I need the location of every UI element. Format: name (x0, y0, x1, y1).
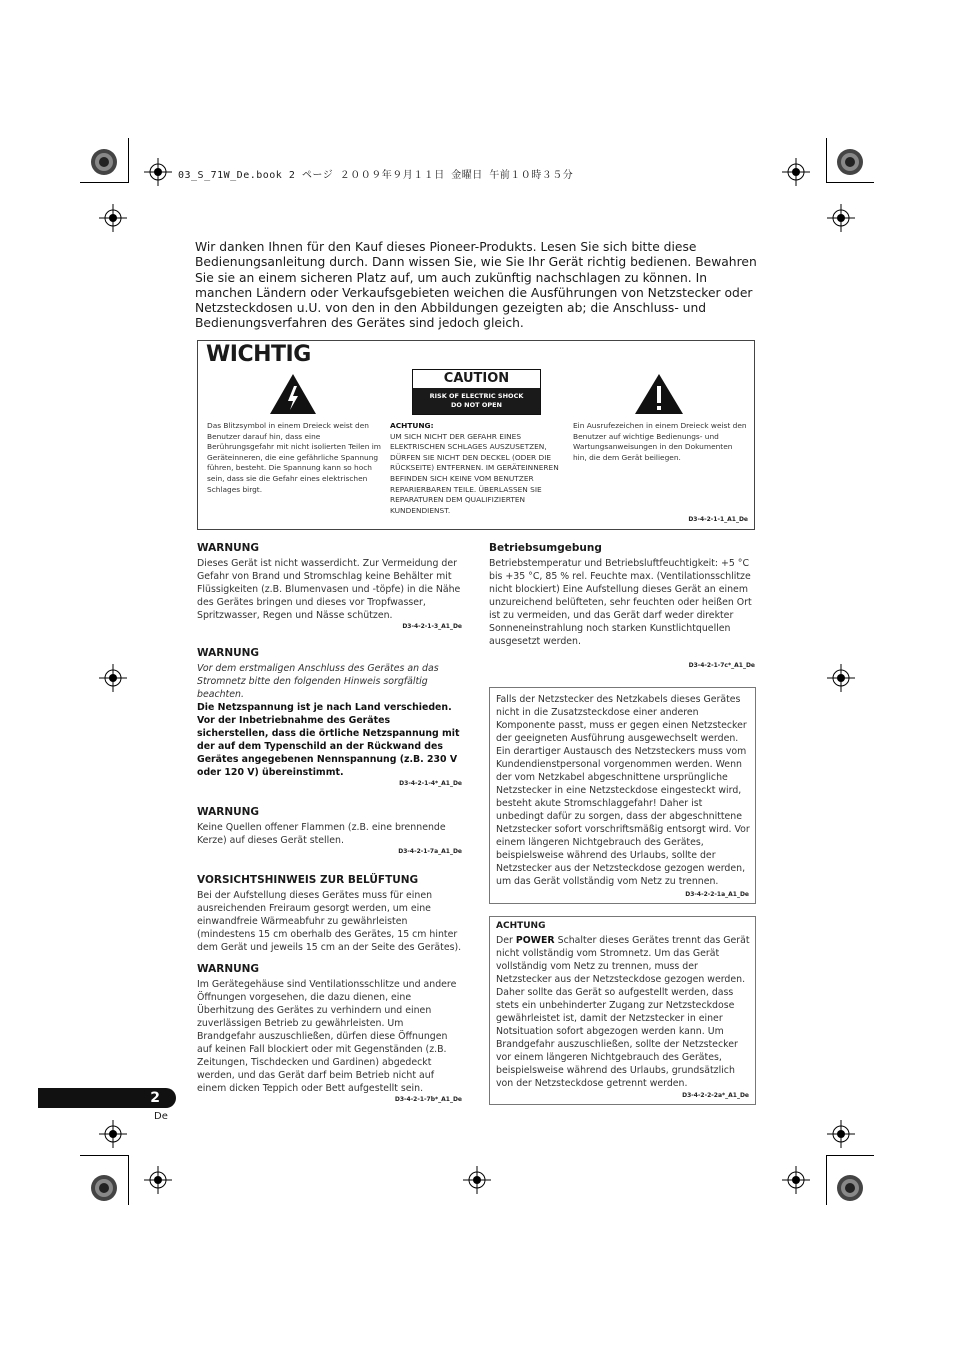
exclamation-explanation: Ein Ausrufezeichen in einem Dreieck weist den Benutzer auf wichtige Bedienungs- und Wartungsanweisungen in den Dokumenten hin, die dem Gerät beiliegen. (573, 421, 747, 462)
achtung-heading: ACHTUNG: (390, 421, 434, 430)
file-header-line: 03_S_71W_De.book 2 ページ ２００９年９月１１日 金曜日 午前１０時３５分 (178, 170, 574, 181)
warnung-2-heading: WARNUNG (197, 647, 260, 659)
netzstecker-ref: D3-4-2-2-1a_A1_De (685, 891, 749, 898)
warnung-4-text: Im Gerätegehäuse sind Ventilationsschlitze und andere Öffnungen vorgesehen, die dazu dienen, eine Überhitzung des Gerätes zu verhindern und einen zuverlässigen Betrieb zu gewährleisten. Um Brandgefahr auszuschließen, dürfen diese Öffnungen auf keinen Fall blockiert oder mit Gegenständen (z.B. Zeitungen, Tischdecken und Gardinen) abgedeckt werden, und das Gerät darf beim Betrieb nicht auf einem dicken Teppich oder Bett aufgestellt sein. (197, 979, 457, 1094)
betriebsumgebung-text: Betriebstemperatur und Betriebsluftfeuchtigkeit: +5 °C bis +35 °C, 85 % rel. Feuchte max. (Ventilationsschlitze nicht blockiert) Eine Aufstellung dieses Gerät an einem unzureichend belüfteten, sehr feuchten oder heißen Ort ist zu vermeiden, und das Gerät darf weder direkter Sonneneinstrahlung noch starken Kunstlichtquellen ausgesetzt werden. (489, 558, 752, 647)
page-number: 2 (150, 1090, 160, 1106)
achtung-text: UM SICH NICHT DER GEFAHR EINES ELEKTRISCHEN SCHLAGES AUSZUSETZEN, DÜRFEN SIE NICHT DEN DECKEL (ODER DIE RÜCKSEITE) ENTFERNEN. IM GERÄTEINNEREN BEFINDEN SICH KEINE VOM BENUTZER REPARIERBAREN TEILE. ÜBERLASSEN SIE REPARATUREN DEM QUALIFIZIERTEN KUNDENDIENST. (390, 431, 559, 515)
netzstecker-box (489, 687, 756, 904)
lightning-explanation: Das Blitzsymbol in einem Dreieck weist den Benutzer darauf hin, dass eine Berührungsgefahr mit nicht isolierten Teilen im Geräteinneren, die eine gefährliche Spannung führen, besteht. Die Spannung kann so hoch sein, dass sie die Gefahr eines elektrischen Schlages birgt. (207, 421, 381, 494)
betriebsumgebung-heading: Betriebsumgebung (489, 542, 602, 554)
achtung-power-pre: Der (496, 935, 516, 946)
warnung-3-ref: D3-4-2-1-7a_A1_De (398, 848, 462, 855)
caution-line-2: DO NOT OPEN (450, 401, 503, 409)
netzstecker-text: Falls der Netzstecker des Netzkabels dieses Gerätes nicht in die Zusatzsteckdose einer anderen Komponente passt, muss er gegen einen Netzstecker der geeigneten Ausführung ausgewechselt werden. Ein derartiger Austausch des Netzsteckers muss vom Kundendienstpersonal vorgenommen werden. Wenn der vom Netzkabel abgeschnittene ursprüngliche Netzstecker in eine Netzsteckdose eingesteckt wird, besteht akute Stromschlaggefahr! Daher ist unbedingt dafür zu sorgen, dass der abgeschnittene Netzstecker sofort vorschriftsmäßig entsorgt wird. Vor einem längeren Nichtgebrauch des Gerätes, beispielsweise während des Urlaubs, sollte der Netzstecker aus der Netzsteckdose gezogen werden, um das Gerät vollständig vom Netz zu trennen. (496, 694, 750, 887)
caution-line-1: RISK OF ELECTRIC SHOCK (429, 392, 524, 400)
language-code: De (154, 1111, 168, 1122)
achtung-power-rest: Schalter dieses Gerätes trennt das Gerät nicht vollständig vom Stromnetz. Um das Gerät vollständig vom Netz zu trennen, muss der Netzstecker aus der Netzsteckdose gezogen werden. Daher sollte das Gerät so aufgestellt werden, dass stets ein unbehinderter Zugang zur Netzsteckdose gewährleistet ist, damit der Netzstecker in einer Notsituation sofort abgezogen werden kann. Um Brandgefahr auszuschließen, sollte der Netzstecker vor einem längeren Nichtgebrauch des Gerätes, beispielsweise während des Urlaubs, grundsätzlich von der Netzsteckdose getrennt werden. (496, 935, 750, 1089)
wichtig-ref: D3-4-2-1-1_A1_De (688, 516, 748, 523)
warnung-2-ref: D3-4-2-1-4*_A1_De (399, 780, 462, 787)
achtung-power-ref: D3-4-2-2-2a*_A1_De (682, 1092, 749, 1099)
warnung-1-heading: WARNUNG (197, 542, 260, 554)
caution-label (412, 369, 541, 415)
caution-title: CAUTION (413, 370, 540, 388)
warnung-1-ref: D3-4-2-1-3_A1_De (402, 623, 462, 630)
intro-paragraph: Wir danken Ihnen für den Kauf dieses Pioneer-Produkts. Lesen Sie sich bitte diese Bedienungsanleitung durch. Dann wissen Sie, wie Sie Ihr Gerät richtig bedienen. Bewahren Sie sie an einem sicheren Platz auf, um auch zukünftig nachschlagen zu können. In manchen Ländern oder Verkaufsgebieten weichen die Ausführungen von Netzstecker oder Netzsteckdosen u.U. von den in den Abbildungen gezeigten ab; die Anschluss- und Bedienungsverfahren des Gerätes sind jedoch gleich. (195, 240, 757, 331)
warnung-2-italic: Vor dem erstmaligen Anschluss des Gerätes an das Stromnetz bitte den folgenden Hinweis sorgfältig beachten. (197, 663, 439, 700)
page-number-tab (38, 1088, 176, 1108)
lightning-warning-icon (268, 372, 318, 416)
achtung-power-heading: ACHTUNG (496, 921, 546, 931)
exclamation-warning-icon (633, 372, 685, 416)
achtung-power-box (489, 916, 756, 1105)
warnung-3-text: Keine Quellen offener Flammen (z.B. eine brennende Kerze) auf dieses Gerät stellen. (197, 822, 446, 846)
warnung-2-bold: Die Netzspannung ist je nach Land verschieden. Vor der Inbetriebnahme des Gerätes sicherstellen, dass die örtliche Netzspannung mit der auf dem Typenschild an der Rückwand des Gerätes angegebenen Nennspannung (z.B. 230 V oder 120 V) übereinstimmt. (197, 702, 460, 778)
betriebsumgebung-ref: D3-4-2-1-7c*_A1_De (688, 662, 755, 669)
warnung-4-heading: WARNUNG (197, 963, 260, 975)
warnung-1-text: Dieses Gerät ist nicht wasserdicht. Zur Vermeidung der Gefahr von Brand und Stromschlag keine Behälter mit Flüssigkeiten (z.B. Blumenvasen und -töpfe) in die Nähe des Gerätes bringen und dieses vor Tropfwasser, Spritzwasser, Regen und Nässe schützen. (197, 558, 461, 621)
warnung-4-ref: D3-4-2-1-7b*_A1_De (394, 1096, 462, 1103)
power-label: POWER (515, 935, 555, 946)
wichtig-title: WICHTIG (206, 342, 311, 367)
achtung-power-text (496, 934, 752, 1090)
caution-subtext (413, 388, 540, 414)
warnung-3-heading: WARNUNG (197, 806, 260, 818)
achtung-block (390, 421, 562, 516)
belueftung-text: Bei der Aufstellung dieses Gerätes muss für einen ausreichenden Freiraum gesorgt werden, um eine einwandfreie Wärmeabfuhr zu gewährleisten (mindestens 15 cm oberhalb des Gerätes, 15 cm hinter dem Gerät und jeweils 15 cm an der Seite des Gerätes). (197, 890, 462, 953)
belueftung-heading: VORSICHTSHINWEIS ZUR BELÜFTUNG (197, 874, 419, 886)
